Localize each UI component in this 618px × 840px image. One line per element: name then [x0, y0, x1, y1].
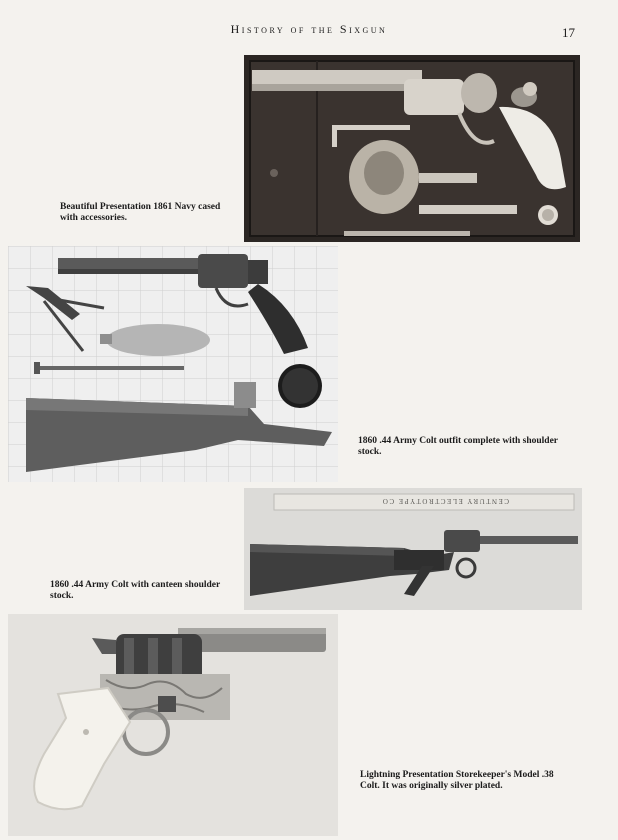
page-number: 17 [562, 25, 575, 40]
ruler-label: CENTURY ELECTROTYPE CO [381, 497, 509, 505]
caption-cased-navy: Beautiful Presentation 1861 Navy cased with accessories. [60, 202, 221, 223]
photo-army-outfit [8, 246, 338, 482]
photo-canteen-stock [244, 488, 582, 610]
caption-lightning: Lightning Presentation Storekeeper's Model .38 Colt. It was originally silver plated. [360, 770, 554, 791]
caption-canteen-stock: 1860 .44 Army Colt with canteen shoulder stock. [50, 580, 221, 601]
photo-lightning [8, 614, 338, 836]
caption-army-outfit: 1860 .44 Army Colt outfit complete with shoulder stock. [358, 436, 558, 457]
running-head: History of the Sixgun [230, 22, 388, 36]
photo-cased-navy [244, 55, 580, 242]
